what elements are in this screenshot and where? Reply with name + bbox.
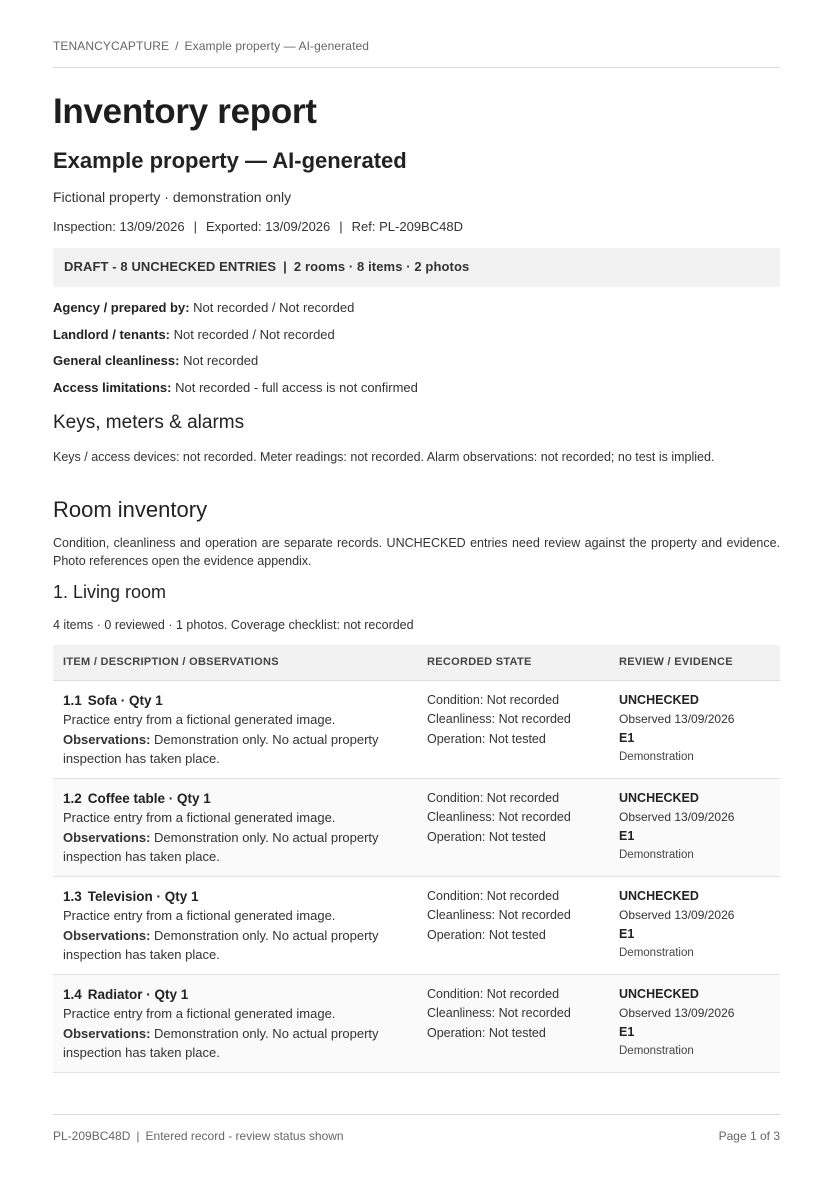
- column-header-state: RECORDED STATE: [427, 656, 532, 668]
- page-title: Inventory report: [53, 92, 317, 131]
- evidence-source: Demonstration: [619, 751, 694, 763]
- item-description: Practice entry from a fictional generated image.: [63, 1006, 336, 1022]
- item-description: Practice entry from a fictional generated image.: [63, 908, 336, 924]
- breadcrumb-app[interactable]: TENANCYCAPTURE: [53, 39, 170, 53]
- property-subtitle: Fictional property · demonstration only: [53, 189, 292, 205]
- operation-value: Operation: Not tested: [427, 829, 546, 844]
- item-name: Sofa · Qty 1: [87, 693, 163, 708]
- table-row[interactable]: [53, 779, 780, 877]
- item-observations: [63, 730, 407, 769]
- room-summary: 4 items · 0 reviewed · 1 photos. Coverage checklist: not recorded: [53, 618, 414, 632]
- item-title: [63, 789, 407, 808]
- room-inventory-text: Condition, cleanliness and operation are separate records. UNCHECKED entries need review against the property and evidence. Photo references open the evidence appendix.: [53, 536, 780, 568]
- evidence-source: Demonstration: [619, 947, 694, 959]
- observed-date: Observed 13/09/2026: [619, 908, 735, 922]
- keys-heading: Keys, meters & alarms: [53, 412, 245, 433]
- item-number: 1.3: [63, 889, 82, 904]
- item-name: Coffee table · Qty 1: [87, 791, 211, 806]
- item-description: Practice entry from a fictional generated image.: [63, 810, 336, 826]
- item-description: Practice entry from a fictional generated image.: [63, 712, 336, 728]
- observed-date: Observed 13/09/2026: [619, 712, 735, 726]
- detail-value: Not recorded - full access is not confirmed: [175, 380, 418, 395]
- footer-left: [53, 1129, 344, 1143]
- evidence-link[interactable]: E1: [619, 927, 635, 941]
- observations-text: Demonstration only. No actual property inspection has taken place.: [63, 1025, 379, 1060]
- detail-value: Not recorded: [183, 353, 259, 368]
- condition-value: Condition: Not recorded: [427, 987, 560, 1001]
- state-cell: [417, 779, 609, 876]
- observations-label: Observations:: [63, 1025, 151, 1041]
- condition-value: Condition: Not recorded: [427, 791, 560, 805]
- state-cell: [417, 877, 609, 974]
- detail-label: Agency / prepared by:: [53, 300, 190, 315]
- item-number: 1.2: [63, 791, 82, 806]
- footer-note: Entered record - review status shown: [145, 1129, 344, 1143]
- detail-label: General cleanliness:: [53, 353, 180, 368]
- condition-value: Condition: Not recorded: [427, 693, 560, 707]
- observations-label: Observations:: [63, 829, 151, 845]
- detail-access: [53, 380, 418, 395]
- observations-text: Demonstration only. No actual property inspection has taken place.: [63, 829, 379, 864]
- item-cell: [53, 975, 417, 1072]
- column-header-item: ITEM / DESCRIPTION / OBSERVATIONS: [63, 656, 279, 668]
- evidence-link[interactable]: E1: [619, 829, 635, 843]
- draft-status-banner: [53, 248, 780, 287]
- room-inventory-heading: Room inventory: [53, 497, 208, 522]
- detail-value: Not recorded / Not recorded: [173, 327, 335, 342]
- condition-value: Condition: Not recorded: [427, 889, 560, 903]
- report-page: [53, 0, 780, 1179]
- observations-text: Demonstration only. No actual property inspection has taken place.: [63, 927, 379, 962]
- inspection-date: Inspection: 13/09/2026: [53, 219, 185, 234]
- evidence-link[interactable]: E1: [619, 1025, 635, 1039]
- item-cell: [53, 779, 417, 876]
- review-status-badge: UNCHECKED: [619, 693, 699, 707]
- item-observations: [63, 926, 407, 965]
- review-cell: [609, 975, 780, 1072]
- review-status-badge: UNCHECKED: [619, 791, 699, 805]
- page-footer: [53, 1114, 780, 1143]
- report-meta: [53, 219, 463, 234]
- detail-label: Access limitations:: [53, 380, 172, 395]
- observations-label: Observations:: [63, 731, 151, 747]
- cleanliness-value: Cleanliness: Not recorded: [427, 810, 571, 825]
- detail-agency: [53, 300, 354, 315]
- report-ref: Ref: PL-209BC48D: [351, 219, 463, 234]
- operation-value: Operation: Not tested: [427, 1025, 546, 1040]
- evidence-source: Demonstration: [619, 849, 694, 861]
- table-row[interactable]: [53, 681, 780, 779]
- draft-counts: 2 rooms · 8 items · 2 photos: [293, 259, 470, 274]
- review-status-badge: UNCHECKED: [619, 987, 699, 1001]
- breadcrumb-property[interactable]: Example property — AI-generated: [184, 39, 370, 53]
- item-title: [63, 985, 407, 1004]
- review-cell: [609, 877, 780, 974]
- review-status-badge: UNCHECKED: [619, 889, 699, 903]
- state-cell: [417, 681, 609, 778]
- state-cell: [417, 975, 609, 1072]
- cleanliness-value: Cleanliness: Not recorded: [427, 712, 571, 727]
- column-header-review: REVIEW / EVIDENCE: [619, 656, 733, 668]
- room-heading: 1. Living room: [53, 582, 167, 602]
- meta-separator: |: [339, 219, 343, 234]
- observations-text: Demonstration only. No actual property inspection has taken place.: [63, 731, 379, 766]
- operation-value: Operation: Not tested: [427, 927, 546, 942]
- evidence-source: Demonstration: [619, 1045, 694, 1057]
- draft-status: DRAFT - 8 UNCHECKED ENTRIES: [64, 259, 277, 274]
- item-observations: [63, 828, 407, 867]
- item-title: [63, 887, 407, 906]
- item-cell: [53, 681, 417, 778]
- detail-landlord: [53, 327, 335, 342]
- property-name: Example property — AI-generated: [53, 148, 407, 173]
- evidence-link[interactable]: E1: [619, 731, 635, 745]
- review-cell: [609, 681, 780, 778]
- observed-date: Observed 13/09/2026: [619, 810, 735, 824]
- item-title: [63, 691, 407, 710]
- cleanliness-value: Cleanliness: Not recorded: [427, 1006, 571, 1021]
- observed-date: Observed 13/09/2026: [619, 1006, 735, 1020]
- keys-text: Keys / access devices: not recorded. Meter readings: not recorded. Alarm observations: not recorded; no test is implied.: [53, 450, 715, 464]
- detail-cleanliness: [53, 353, 258, 368]
- breadcrumb: [53, 39, 780, 68]
- export-date: Exported: 13/09/2026: [205, 219, 331, 234]
- operation-value: Operation: Not tested: [427, 731, 546, 746]
- item-name: Radiator · Qty 1: [87, 987, 189, 1002]
- cleanliness-value: Cleanliness: Not recorded: [427, 908, 571, 923]
- item-name: Television · Qty 1: [87, 889, 199, 904]
- inventory-table: [53, 645, 780, 1073]
- page-number: Page 1 of 3: [718, 1129, 780, 1143]
- item-number: 1.4: [63, 987, 82, 1002]
- detail-value: Not recorded / Not recorded: [193, 300, 355, 315]
- table-row[interactable]: [53, 877, 780, 975]
- table-row[interactable]: [53, 975, 780, 1073]
- footer-ref: PL-209BC48D: [53, 1129, 131, 1143]
- review-cell: [609, 779, 780, 876]
- item-observations: [63, 1024, 407, 1063]
- item-number: 1.1: [63, 693, 82, 708]
- observations-label: Observations:: [63, 927, 151, 943]
- detail-label: Landlord / tenants:: [53, 327, 170, 342]
- table-header: [53, 645, 780, 681]
- meta-separator: |: [193, 219, 197, 234]
- item-cell: [53, 877, 417, 974]
- breadcrumb-separator: /: [175, 39, 179, 53]
- banner-separator: |: [283, 259, 287, 274]
- footer-separator: |: [136, 1129, 140, 1143]
